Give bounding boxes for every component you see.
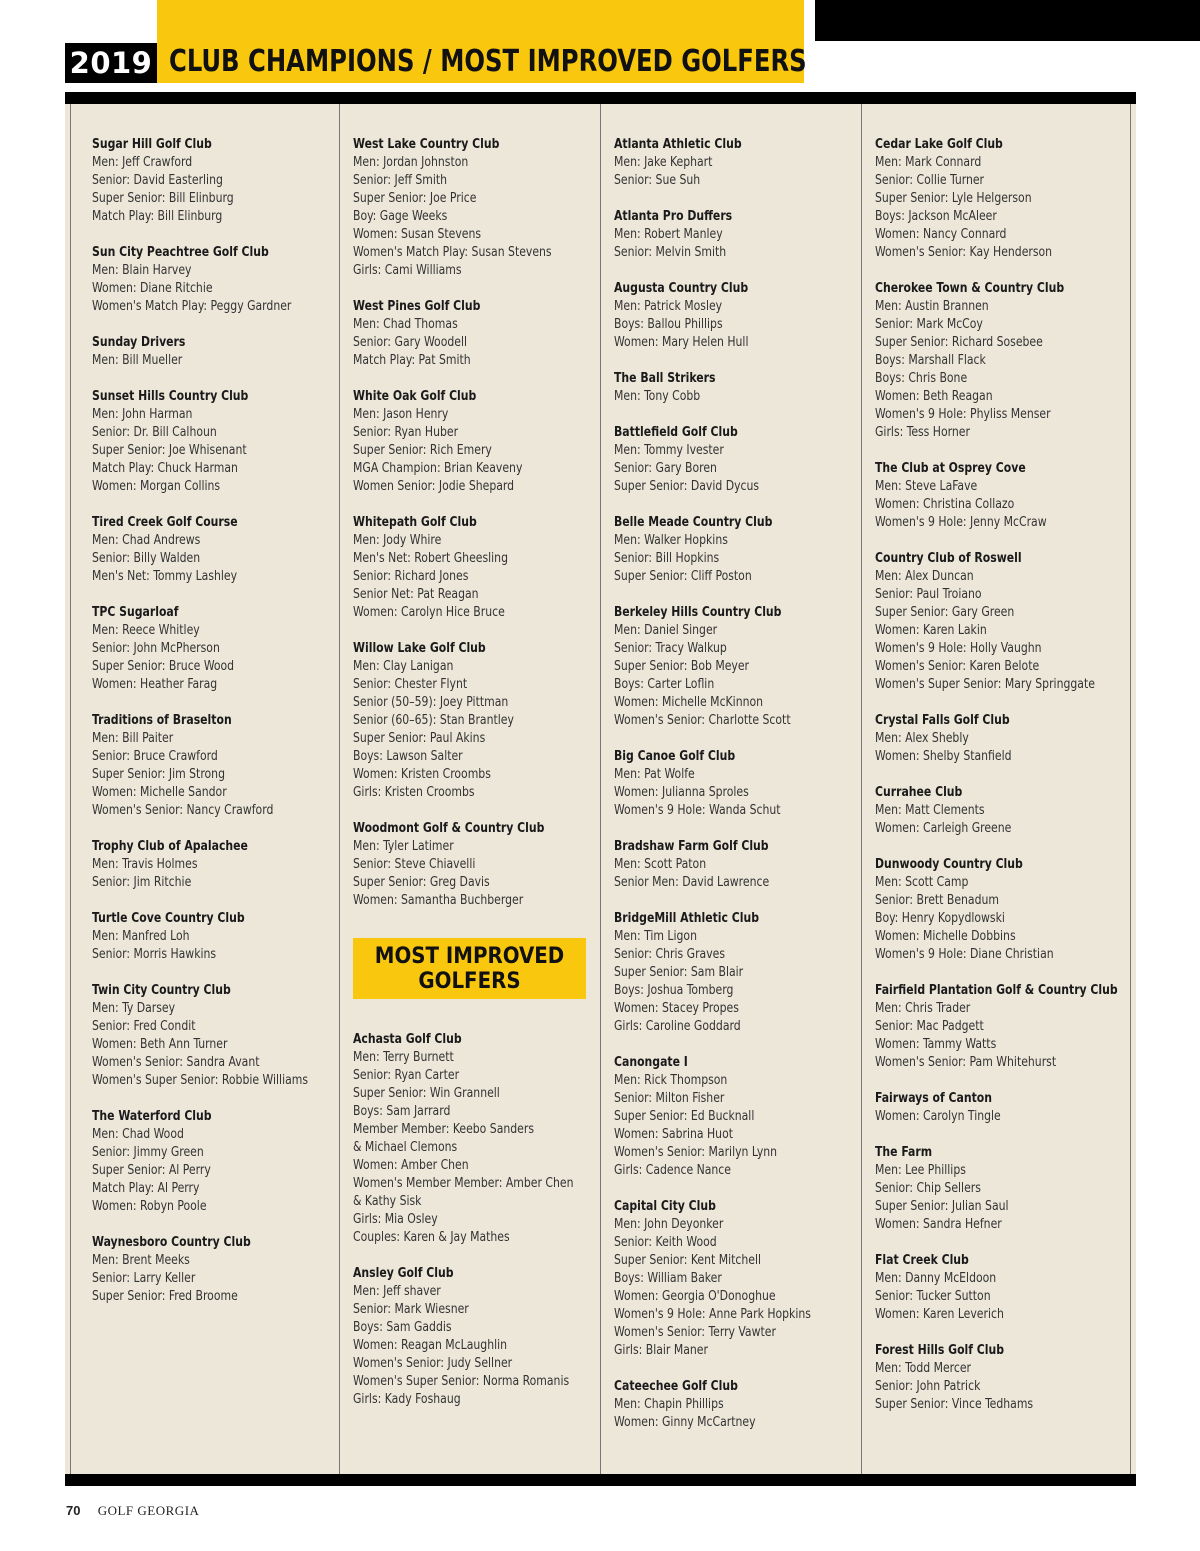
club-name: The Waterford Club — [92, 1109, 212, 1124]
club-name: West Lake Country Club — [353, 137, 500, 152]
club-name: Sunset Hills Country Club — [92, 389, 249, 404]
champion-entry: Women: Diane Ritchie — [92, 281, 213, 296]
club-name: Woodmont Golf & Country Club — [353, 821, 545, 836]
champion-entry: Men: Rick Thompson — [614, 1073, 728, 1088]
champion-entry: Match Play: Chuck Harman — [92, 461, 238, 476]
champion-entry: Senior: Sue Suh — [614, 173, 701, 188]
champion-entry: Men: Scott Camp — [875, 875, 969, 890]
club-name: Capital City Club — [614, 1199, 716, 1214]
champion-entry: Women's Senior: Judy Sellner — [353, 1356, 513, 1371]
club-block — [614, 910, 869, 1036]
club-name: Sun City Peachtree Golf Club — [92, 245, 269, 260]
club-block — [614, 838, 869, 892]
champion-entry: Super Senior: Gary Green — [875, 605, 1015, 620]
champion-entry: Girls: Mia Osley — [353, 1212, 438, 1227]
club-name: Cherokee Town & Country Club — [875, 281, 1065, 296]
champion-entry: Women: Sandra Hefner — [875, 1217, 1002, 1232]
champion-entry: Women: Morgan Collins — [92, 479, 221, 494]
club-name: West Pines Golf Club — [353, 299, 481, 314]
club-name: Currahee Club — [875, 785, 963, 800]
panel-top-rule — [65, 92, 1136, 104]
champion-entry: Women's Senior: Charlotte Scott — [614, 713, 791, 728]
champion-entry: Senior: Jeff Smith — [353, 173, 448, 188]
champion-entry: Men: Walker Hopkins — [614, 533, 728, 548]
champion-entry: Senior: Chester Flynt — [353, 677, 468, 692]
champion-entry: Senior (50–59): Joey Pittman — [353, 695, 509, 710]
club-block — [353, 1031, 608, 1247]
club-block — [614, 370, 869, 406]
club-name: Fairfield Plantation Golf & Country Club — [875, 983, 1118, 998]
champion-entry: Women's 9 Hole: Wanda Schut — [614, 803, 781, 818]
champion-entry: Men: Mark Connard — [875, 155, 982, 170]
club-block — [92, 334, 347, 370]
most-improved-list — [353, 1031, 608, 1409]
champion-entry: Super Senior: Kent Mitchell — [614, 1253, 761, 1268]
champion-entry: Super Senior: Cliff Poston — [614, 569, 752, 584]
club-block — [92, 604, 347, 694]
club-name: Twin City Country Club — [92, 983, 231, 998]
champion-entry: Women: Robyn Poole — [92, 1199, 207, 1214]
champion-entry: Women's Senior: Pam Whitehurst — [875, 1055, 1057, 1070]
champion-entry: Super Senior: Greg Davis — [353, 875, 490, 890]
champion-entry: Women's 9 Hole: Anne Park Hopkins — [614, 1307, 811, 1322]
champion-entry: Men: Jeff Crawford — [92, 155, 193, 170]
club-name: Sugar Hill Golf Club — [92, 137, 212, 152]
club-block — [875, 1090, 1130, 1126]
champion-entry: Men: Bill Mueller — [92, 353, 183, 368]
champion-entry: Boys: Sam Gaddis — [353, 1320, 452, 1335]
champion-entry: Men: Danny McEldoon — [875, 1271, 997, 1286]
most-improved-banner — [353, 938, 586, 999]
champion-entry: Senior (60–65): Stan Brantley — [353, 713, 514, 728]
champion-entry: Men: Austin Brannen — [875, 299, 989, 314]
champion-entry: Senior: Jimmy Green — [92, 1145, 204, 1160]
champion-entry: Boy: Gage Weeks — [353, 209, 448, 224]
champion-entry: Men: Blain Harvey — [92, 263, 192, 278]
champion-entry: Match Play: Pat Smith — [353, 353, 471, 368]
champion-entry: Men: Pat Wolfe — [614, 767, 695, 782]
champion-entry: Senior: Chip Sellers — [875, 1181, 981, 1196]
champion-entry: Senior: Fred Condit — [92, 1019, 196, 1034]
club-block — [875, 550, 1130, 694]
champion-entry: Women: Mary Helen Hull — [614, 335, 749, 350]
champion-entry: Men: Jake Kephart — [614, 155, 713, 170]
champion-entry: Men: Chapin Phillips — [614, 1397, 724, 1412]
champion-entry: Boys: Jackson McAleer — [875, 209, 997, 224]
club-name: The Club at Osprey Cove — [875, 461, 1026, 476]
club-name: Cateechee Golf Club — [614, 1379, 738, 1394]
champion-entry: Men's Net: Robert Gheesling — [353, 551, 508, 566]
champion-entry: Men: Ty Darsey — [92, 1001, 176, 1016]
champion-entry: Senior: Tucker Sutton — [875, 1289, 991, 1304]
page-title: CLUB CHAMPIONS / MOST IMPROVED GOLFERS — [169, 44, 807, 79]
champion-entry: Boys: Chris Bone — [875, 371, 968, 386]
champion-entry: Men: Tyler Latimer — [353, 839, 454, 854]
club-name: Tired Creek Golf Course — [92, 515, 238, 530]
club-block — [614, 1198, 869, 1360]
champion-entry: Senior: Melvin Smith — [614, 245, 727, 260]
champion-entry: Senior: Collie Turner — [875, 173, 985, 188]
champion-entry: Women's 9 Hole: Diane Christian — [875, 947, 1054, 962]
champion-entry: Women: Beth Reagan — [875, 389, 993, 404]
champion-entry: Senior: Paul Troiano — [875, 587, 982, 602]
champion-entry: Men: Todd Mercer — [875, 1361, 972, 1376]
club-block — [875, 460, 1130, 532]
club-name: The Farm — [875, 1145, 933, 1160]
column-1 — [92, 136, 347, 1324]
club-name: Cedar Lake Golf Club — [875, 137, 1003, 152]
champion-entry: Women: Tammy Watts — [875, 1037, 997, 1052]
club-name: Augusta Country Club — [614, 281, 749, 296]
club-block — [353, 820, 608, 910]
champion-entry: Women's Super Senior: Norma Romanis — [353, 1374, 570, 1389]
champion-entry: Women: Karen Lakin — [875, 623, 987, 638]
club-block — [614, 514, 869, 586]
champion-entry: Super Senior: Bruce Wood — [92, 659, 235, 674]
club-block — [92, 1234, 347, 1306]
champion-entry: Women's Super Senior: Mary Springgate — [875, 677, 1095, 692]
champion-entry: Senior: Tracy Walkup — [614, 641, 727, 656]
champion-entry: Senior: Morris Hawkins — [92, 947, 217, 962]
champion-entry: Men: Patrick Mosley — [614, 299, 723, 314]
club-name: Bradshaw Farm Golf Club — [614, 839, 769, 854]
page-number: 70 — [66, 1503, 81, 1518]
champion-entry: Girls: Kady Foshaug — [353, 1392, 461, 1407]
club-name: Berkeley Hills Country Club — [614, 605, 782, 620]
champion-entry: Women: Christina Collazo — [875, 497, 1015, 512]
champion-entry: Men: Matt Clements — [875, 803, 985, 818]
champion-entry: Women's Senior: Karen Belote — [875, 659, 1040, 674]
club-name: Waynesboro Country Club — [92, 1235, 251, 1250]
champion-entry: Men: Steve LaFave — [875, 479, 978, 494]
club-block — [353, 388, 608, 496]
club-block — [875, 280, 1130, 442]
club-block — [875, 856, 1130, 964]
champion-entry: Girls: Blair Maner — [614, 1343, 708, 1358]
champion-entry: Senior: Mark McCoy — [875, 317, 983, 332]
champion-entry: Women: Ginny McCartney — [614, 1415, 756, 1430]
champion-entry: Girls: Cadence Nance — [614, 1163, 731, 1178]
champion-entry: Super Senior: Lyle Helgerson — [875, 191, 1032, 206]
club-name: Atlanta Athletic Club — [614, 137, 742, 152]
champion-entry: Boys: Carter Loflin — [614, 677, 715, 692]
champion-entry: & Michael Clemons — [353, 1140, 458, 1155]
champion-entry: Men: Brent Meeks — [92, 1253, 190, 1268]
year-badge: 2019 — [65, 43, 157, 83]
champion-entry: Women: Georgia O'Donoghue — [614, 1289, 776, 1304]
champion-entry: Senior: Gary Woodell — [353, 335, 468, 350]
club-block — [614, 748, 869, 820]
club-block — [614, 208, 869, 262]
club-block — [614, 136, 869, 190]
champion-entry: Women's Match Play: Susan Stevens — [353, 245, 552, 260]
club-block — [92, 514, 347, 586]
champion-entry: Men: Scott Paton — [614, 857, 707, 872]
club-name: Crystal Falls Golf Club — [875, 713, 1010, 728]
top-right-bar — [815, 0, 1200, 41]
club-block — [92, 712, 347, 820]
club-name: Willow Lake Golf Club — [353, 641, 486, 656]
champion-entry: Match Play: Al Perry — [92, 1181, 200, 1196]
club-name: Sunday Drivers — [92, 335, 186, 350]
champion-entry: Women: Beth Ann Turner — [92, 1037, 228, 1052]
club-name: Country Club of Roswell — [875, 551, 1022, 566]
champion-entry: Senior: Chris Graves — [614, 947, 726, 962]
champion-entry: Men: Terry Burnett — [353, 1050, 454, 1065]
column-2 — [353, 136, 608, 1427]
club-name: Ansley Golf Club — [353, 1266, 454, 1281]
champion-entry: Super Senior: Ed Bucknall — [614, 1109, 755, 1124]
champion-entry: Men: John Deyonker — [614, 1217, 724, 1232]
club-name: Fairways of Canton — [875, 1091, 992, 1106]
champion-entry: Senior: Dr. Bill Calhoun — [92, 425, 217, 440]
champion-entry: Boys: William Baker — [614, 1271, 722, 1286]
champion-entry: Girls: Cami Williams — [353, 263, 462, 278]
champion-entry: Women: Michelle Dobbins — [875, 929, 1016, 944]
club-champions-list — [353, 136, 608, 910]
champion-entry: Senior: Bruce Crawford — [92, 749, 218, 764]
champion-entry: Super Senior: Joe Price — [353, 191, 477, 206]
champion-entry: Men: Daniel Singer — [614, 623, 718, 638]
most-improved-title-line2: GOLFERS — [418, 968, 521, 994]
champion-entry: Super Senior: Al Perry — [92, 1163, 211, 1178]
champion-entry: Boys: Lawson Salter — [353, 749, 463, 764]
champion-entry: Boys: Ballou Phillips — [614, 317, 723, 332]
champion-entry: Girls: Tess Horner — [875, 425, 970, 440]
champion-entry: Super Senior: Win Grannell — [353, 1086, 500, 1101]
champion-entry: Men: Jeff shaver — [353, 1284, 441, 1299]
club-name: Trophy Club of Apalachee — [92, 839, 248, 854]
club-block — [614, 1054, 869, 1180]
club-block — [875, 712, 1130, 766]
club-name: Big Canoe Golf Club — [614, 749, 736, 764]
champion-entry: Super Senior: Bob Meyer — [614, 659, 750, 674]
club-name: TPC Sugarloaf — [92, 605, 179, 620]
champion-entry: Super Senior: Joe Whisenant — [92, 443, 247, 458]
champion-entry: Senior Men: David Lawrence — [614, 875, 770, 890]
champion-entry: Men: Jason Henry — [353, 407, 449, 422]
champion-entry: Men: Bill Paiter — [92, 731, 174, 746]
club-block — [92, 910, 347, 964]
champion-entry: Women's Member Member: Amber Chen — [353, 1176, 574, 1191]
panel-bottom-rule — [65, 1474, 1136, 1486]
club-block — [875, 1342, 1130, 1414]
champion-entry: Women: Karen Leverich — [875, 1307, 1004, 1322]
champion-entry: Senior: Brett Benadum — [875, 893, 1000, 908]
title-banner — [157, 0, 807, 83]
champion-entry: Women Senior: Jodie Shepard — [353, 479, 515, 494]
champion-entry: Senior: Jim Ritchie — [92, 875, 192, 890]
champion-entry: Men: Clay Lanigan — [353, 659, 454, 674]
champion-entry: Men: Travis Holmes — [92, 857, 198, 872]
champion-entry: Men: Tim Ligon — [614, 929, 697, 944]
champion-entry: Super Senior: Sam Blair — [614, 965, 744, 980]
champion-entry: Girls: Caroline Goddard — [614, 1019, 741, 1034]
champion-entry: Super Senior: Bill Elinburg — [92, 191, 234, 206]
club-block — [353, 1265, 608, 1409]
champion-entry: Men: Robert Manley — [614, 227, 723, 242]
champion-entry: Senior: John McPherson — [92, 641, 220, 656]
champion-entry: Senior Net: Pat Reagan — [353, 587, 479, 602]
champion-entry: Men: John Harman — [92, 407, 193, 422]
champion-entry: Men's Net: Tommy Lashley — [92, 569, 238, 584]
club-name: Achasta Golf Club — [353, 1032, 462, 1047]
champion-entry: Men: Lee Phillips — [875, 1163, 966, 1178]
champion-entry: Boys: Sam Jarrard — [353, 1104, 451, 1119]
champion-entry: Women: Kristen Croombs — [353, 767, 491, 782]
champion-entry: Girls: Kristen Croombs — [353, 785, 475, 800]
champion-entry: Member Member: Keebo Sanders — [353, 1122, 535, 1137]
champion-entry: Women's Super Senior: Robbie Williams — [92, 1073, 309, 1088]
club-name: Belle Meade Country Club — [614, 515, 773, 530]
champion-entry: Boys: Marshall Flack — [875, 353, 986, 368]
champion-entry: Super Senior: Jim Strong — [92, 767, 225, 782]
champion-entry: Men: Tommy Ivester — [614, 443, 724, 458]
club-block — [614, 280, 869, 352]
champion-entry: Super Senior: Rich Emery — [353, 443, 492, 458]
club-name: The Ball Strikers — [614, 371, 716, 386]
champion-entry: Women's Senior: Marilyn Lynn — [614, 1145, 778, 1160]
club-block — [92, 838, 347, 892]
champion-entry: Boys: Joshua Tomberg — [614, 983, 734, 998]
champion-entry: Women's 9 Hole: Phyliss Menser — [875, 407, 1051, 422]
club-block — [614, 1378, 869, 1432]
champion-entry: Women: Carleigh Greene — [875, 821, 1012, 836]
champion-entry: Women's Senior: Nancy Crawford — [92, 803, 274, 818]
club-name: Traditions of Braselton — [92, 713, 232, 728]
club-block — [353, 640, 608, 802]
club-name: Turtle Cove Country Club — [92, 911, 245, 926]
champion-entry: Match Play: Bill Elinburg — [92, 209, 223, 224]
magazine-name: GOLF GEORGIA — [97, 1503, 200, 1518]
champion-entry: Senior: Ryan Huber — [353, 425, 459, 440]
champion-entry: Men: Alex Shebly — [875, 731, 969, 746]
champion-entry: Super Senior: Paul Akins — [353, 731, 486, 746]
column-3 — [614, 136, 869, 1450]
champion-entry: Men: Jordan Johnston — [353, 155, 469, 170]
champion-entry: Men: Tony Cobb — [614, 389, 701, 404]
champion-entry: Men: Alex Duncan — [875, 569, 974, 584]
club-block — [875, 982, 1130, 1072]
club-block — [353, 298, 608, 370]
champion-entry: Women: Susan Stevens — [353, 227, 482, 242]
column-divider — [1130, 104, 1131, 1474]
champion-entry: Senior: Keith Wood — [614, 1235, 717, 1250]
champion-entry: Super Senior: David Dycus — [614, 479, 760, 494]
club-block — [92, 244, 347, 316]
champion-entry: Women: Carolyn Tingle — [875, 1109, 1001, 1124]
club-block — [614, 604, 869, 730]
champion-entry: MGA Champion: Brian Keaveny — [353, 461, 523, 476]
champion-entry: Senior: Bill Hopkins — [614, 551, 720, 566]
most-improved-title-line1: MOST IMPROVED — [374, 943, 565, 969]
club-block — [875, 1144, 1130, 1234]
club-name: Atlanta Pro Duffers — [614, 209, 733, 224]
champion-entry: Super Senior: Vince Tedhams — [875, 1397, 1034, 1412]
champion-entry: Women: Heather Farag — [92, 677, 218, 692]
club-block — [875, 136, 1130, 262]
champion-entry: Women: Samantha Buchberger — [353, 893, 524, 908]
champion-entry: Women's 9 Hole: Jenny McCraw — [875, 515, 1047, 530]
champion-entry: Super Senior: Richard Sosebee — [875, 335, 1043, 350]
champion-entry: Men: Chris Trader — [875, 1001, 971, 1016]
club-block — [353, 136, 608, 280]
champion-entry: Couples: Karen & Jay Mathes — [353, 1230, 510, 1245]
champion-entry: Women: Nancy Connard — [875, 227, 1007, 242]
club-block — [614, 424, 869, 496]
club-block — [92, 388, 347, 496]
champion-entry: Senior: Ryan Carter — [353, 1068, 460, 1083]
champion-entry: Women: Julianna Sproles — [614, 785, 749, 800]
club-name: Flat Creek Club — [875, 1253, 969, 1268]
champion-entry: Women: Carolyn Hice Bruce — [353, 605, 505, 620]
club-name: Canongate I — [614, 1055, 688, 1070]
club-block — [875, 1252, 1130, 1324]
champion-entry: Men: Chad Andrews — [92, 533, 201, 548]
champion-entry: Senior: Steve Chiavelli — [353, 857, 476, 872]
page-footer — [66, 1503, 199, 1519]
club-name: BridgeMill Athletic Club — [614, 911, 759, 926]
champion-entry: Women's Senior: Sandra Avant — [92, 1055, 260, 1070]
champion-entry: Women: Reagan McLaughlin — [353, 1338, 508, 1353]
champion-entry: Super Senior: Fred Broome — [92, 1289, 238, 1304]
champion-entry: Senior: Mark Wiesner — [353, 1302, 469, 1317]
champion-entry: Women's 9 Hole: Holly Vaughn — [875, 641, 1042, 656]
club-block — [875, 784, 1130, 838]
champion-entry: Women's Match Play: Peggy Gardner — [92, 299, 292, 314]
champion-entry: Women: Sabrina Huot — [614, 1127, 733, 1142]
champion-entry: & Kathy Sisk — [353, 1194, 422, 1209]
champion-entry: Senior: Gary Boren — [614, 461, 717, 476]
club-name: Battlefield Golf Club — [614, 425, 738, 440]
club-block — [92, 1108, 347, 1216]
column-divider — [70, 104, 71, 1474]
champion-entry: Senior: Billy Walden — [92, 551, 201, 566]
champion-entry: Men: Reece Whitley — [92, 623, 200, 638]
champion-entry: Men: Chad Thomas — [353, 317, 458, 332]
champion-entry: Women: Stacey Propes — [614, 1001, 739, 1016]
club-name: Whitepath Golf Club — [353, 515, 477, 530]
champion-entry: Women's Senior: Terry Vawter — [614, 1325, 776, 1340]
club-name: White Oak Golf Club — [353, 389, 477, 404]
champion-entry: Women's Senior: Kay Henderson — [875, 245, 1053, 260]
club-block — [353, 514, 608, 622]
champion-entry: Senior: Mac Padgett — [875, 1019, 984, 1034]
champion-entry: Senior: John Patrick — [875, 1379, 981, 1394]
club-block — [92, 136, 347, 226]
champion-entry: Senior: David Easterling — [92, 173, 223, 188]
champion-entry: Senior: Larry Keller — [92, 1271, 196, 1286]
champion-entry: Women: Amber Chen — [353, 1158, 469, 1173]
champion-entry: Men: Chad Wood — [92, 1127, 184, 1142]
champion-entry: Women: Michelle Sandor — [92, 785, 227, 800]
club-block — [92, 982, 347, 1090]
club-name: Forest Hills Golf Club — [875, 1343, 1005, 1358]
champion-entry: Women: Michelle McKinnon — [614, 695, 764, 710]
champion-entry: Senior: Richard Jones — [353, 569, 469, 584]
column-4 — [875, 136, 1130, 1432]
champion-entry: Boy: Henry Kopydlowski — [875, 911, 1005, 926]
champion-entry: Super Senior: Julian Saul — [875, 1199, 1009, 1214]
champion-entry: Women: Shelby Stanfield — [875, 749, 1012, 764]
champion-entry: Men: Jody Whire — [353, 533, 442, 548]
champion-entry: Men: Manfred Loh — [92, 929, 190, 944]
champion-entry: Senior: Milton Fisher — [614, 1091, 725, 1106]
club-name: Dunwoody Country Club — [875, 857, 1023, 872]
